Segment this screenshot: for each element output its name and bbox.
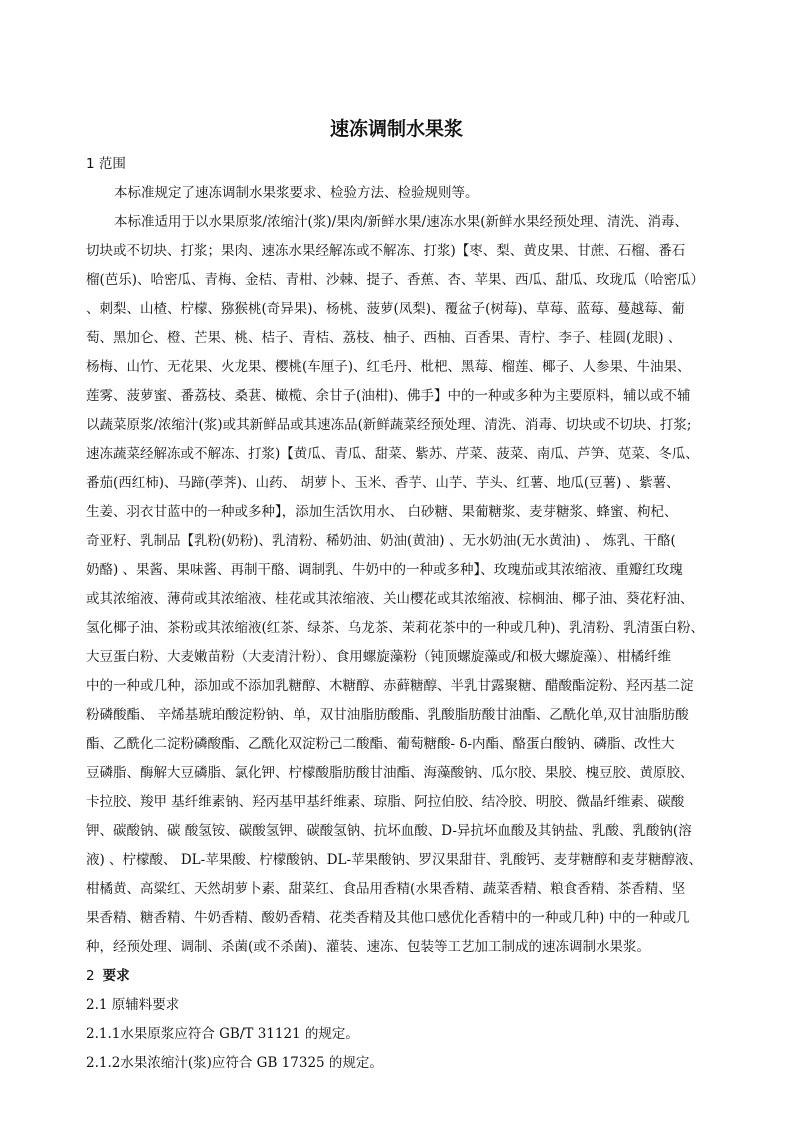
paragraph-line: 、刺梨、山楂、柠檬、猕猴桃(奇异果)、杨桃、菠萝(凤梨)、覆盆子(树莓)、草莓、蓝莓、蔓越莓、葡 <box>86 301 685 317</box>
paragraph-line: 种，经预处理、调制、杀菌(或不杀菌)、灌装、速冻、包装等工艺加工制成的速冻调制水果浆。 <box>86 939 651 955</box>
paragraph-line: 或其浓缩液、薄荷或其浓缩液、桂花或其浓缩液、关山樱花或其浓缩液、棕榈油、椰子油、葵花籽油、 <box>86 591 694 607</box>
section-2-number: 2 <box>86 968 95 984</box>
paragraph-line: 豆磷脂、酶解大豆磷脂、氯化钾、柠檬酸脂肪酸甘油酯、海藻酸钠、瓜尔胶、果胶、槐豆胶、黄原胶、 <box>86 765 694 781</box>
paragraph-line: 卡拉胶、羧甲 基纤维素钠、羟丙基甲基纤维素、琼脂、阿拉伯胶、结冷胶、明胶、微晶纤维素、碳酸 <box>86 794 685 810</box>
paragraph-line: 液) 、柠檬酸、 DL-苹果酸、柠檬酸钠、DL-苹果酸钠、罗汉果甜苷、乳酸钙、麦芽糖醇和麦芽糖醇液、 <box>86 852 703 868</box>
paragraph-line: 果香精、糖香精、牛奶香精、酸奶香精、花类香精及其他口感优化香精中的一种或几种) 中的一种或几 <box>86 910 690 926</box>
paragraph-line: 柑橘黄、高粱红、天然胡萝卜素、甜菜红、食品用香精(水果香精、蔬菜香精、粮食香精、茶香精、坚 <box>86 881 686 897</box>
section-2-heading <box>86 962 714 991</box>
paragraph-line: 酯、乙酰化二淀粉磷酸酯、乙酰化双淀粉己二酸酯、葡萄糖酸- δ-内酯、酪蛋白酸钠、磷脂、改性大 <box>86 736 675 752</box>
paragraph-line: 番茄(西红柿)、马蹄(荸荠)、山药、 胡萝卜、玉米、香芋、山芋、芋头、红薯、地瓜(豆薯) 、紫薯、 <box>86 475 680 491</box>
paragraph-line: 速冻蔬菜经解冻或不解冻、打浆)【黄瓜、青瓜、甜菜、紫苏、芹菜、菠菜、南瓜、芦笋、苋菜、冬瓜、 <box>86 446 699 462</box>
paragraph-line: 莲雾、菠萝蜜、番荔枝、桑葚、橄榄、余甘子(油柑)、佛手】中的一种或多种为主要原料，辅以或不辅 <box>86 388 691 404</box>
paragraph-line: 榴(芭乐)、哈密瓜、青梅、金桔、青柑、沙棘、提子、香蕉、杏、苹果、西瓜、甜瓜、玫珑瓜（哈密瓜） <box>86 272 705 288</box>
clause-2-1-2: 2.1.2水果浓缩汁(浆)应符合 GB 17325 的规定。 <box>86 1055 383 1071</box>
paragraph-line: 本标准适用于以水果原浆/浓缩汁(浆)/果肉/新鲜水果/速冻水果(新鲜水果经预处理、清洗、消毒、 <box>114 214 688 230</box>
section-1-heading: 1 范围 <box>86 156 126 172</box>
paragraph-line: 钾、碳酸钠、碳 酸氢铵、碳酸氢钾、碳酸氢钠、抗坏血酸、D-异抗坏血酸及其钠盐、乳酸、乳酸钠(溶 <box>86 823 692 839</box>
document-body <box>86 150 714 1078</box>
scope-paragraph-1: 本标准规定了速冻调制水果浆要求、检验方法、检验规则等。 <box>114 185 479 201</box>
document-title: 速冻调制水果浆 <box>329 118 463 140</box>
subsection-2-1: 2.1 原辅料要求 <box>86 997 180 1013</box>
paragraph-line: 生姜、羽衣甘蓝中的一种或多种】，添加生活饮用水、 白砂糖、果葡糖浆、麦芽糖浆、蜂蜜、枸杞、 <box>86 504 678 520</box>
paragraph-line: 中的一种或几种，添加或不添加乳糖醇、木糖醇、赤藓糖醇、半乳甘露聚糖、醋酸酯淀粉、羟丙基二淀 <box>86 678 694 694</box>
clause-2-1-1: 2.1.1水果原浆应符合 GB/T 31121 的规定。 <box>86 1026 359 1042</box>
paragraph-line: 切块或不切块、打浆；果肉、速冻水果经解冻或不解冻、打浆)【枣、梨、黄皮果、甘蔗、石榴、番石 <box>86 243 686 259</box>
paragraph-line: 杨梅、山竹、无花果、火龙果、樱桃(车厘子)、红毛丹、枇杷、黑莓、榴莲、椰子、人参果、牛油果、 <box>86 359 691 375</box>
scope-paragraph-2 <box>86 208 714 962</box>
section-2-label: 要求 <box>102 968 130 984</box>
paragraph-line: 粉磷酸酯、 辛烯基琥珀酸淀粉钠、单，双甘油脂肪酸酯、乳酸脂肪酸甘油酯、乙酰化单,双甘油脂肪酸 <box>86 707 689 723</box>
paragraph-line: 以蔬菜原浆/浓缩汁(浆)或其新鲜品或其速冻品(新鲜蔬菜经预处理、清洗、消毒、切块或不切块、打浆; <box>86 417 692 433</box>
paragraph-line: 奶酪) 、果酱、果味酱、再制干酪、调制乳、牛奶中的一种或多种】、玫瑰茄或其浓缩液、重瓣红玫瑰 <box>86 562 683 578</box>
paragraph-line: 氢化椰子油、茶粉或其浓缩液(红茶、绿茶、乌龙茶、茉莉花茶中的一种或几种)、乳清粉、乳清蛋白粉、 <box>86 620 705 636</box>
paragraph-line: 萄、黑加仑、橙、芒果、桃、桔子、青桔、荔枝、柚子、西柚、百香果、青柠、李子、桂圆(龙眼) 、 <box>86 330 682 346</box>
paragraph-line: 奇亚籽、乳制品【乳粉(奶粉)、乳清粉、稀奶油、奶油(黄油) 、无水奶油(无水黄油) 、 炼乳、干酪( <box>86 533 676 549</box>
paragraph-line: 大豆蛋白粉、大麦嫩苗粉（大麦清汁粉）、食用螺旋藻粉（钝顶螺旋藻或/和极大螺旋藻）、柑橘纤维 <box>86 649 672 665</box>
